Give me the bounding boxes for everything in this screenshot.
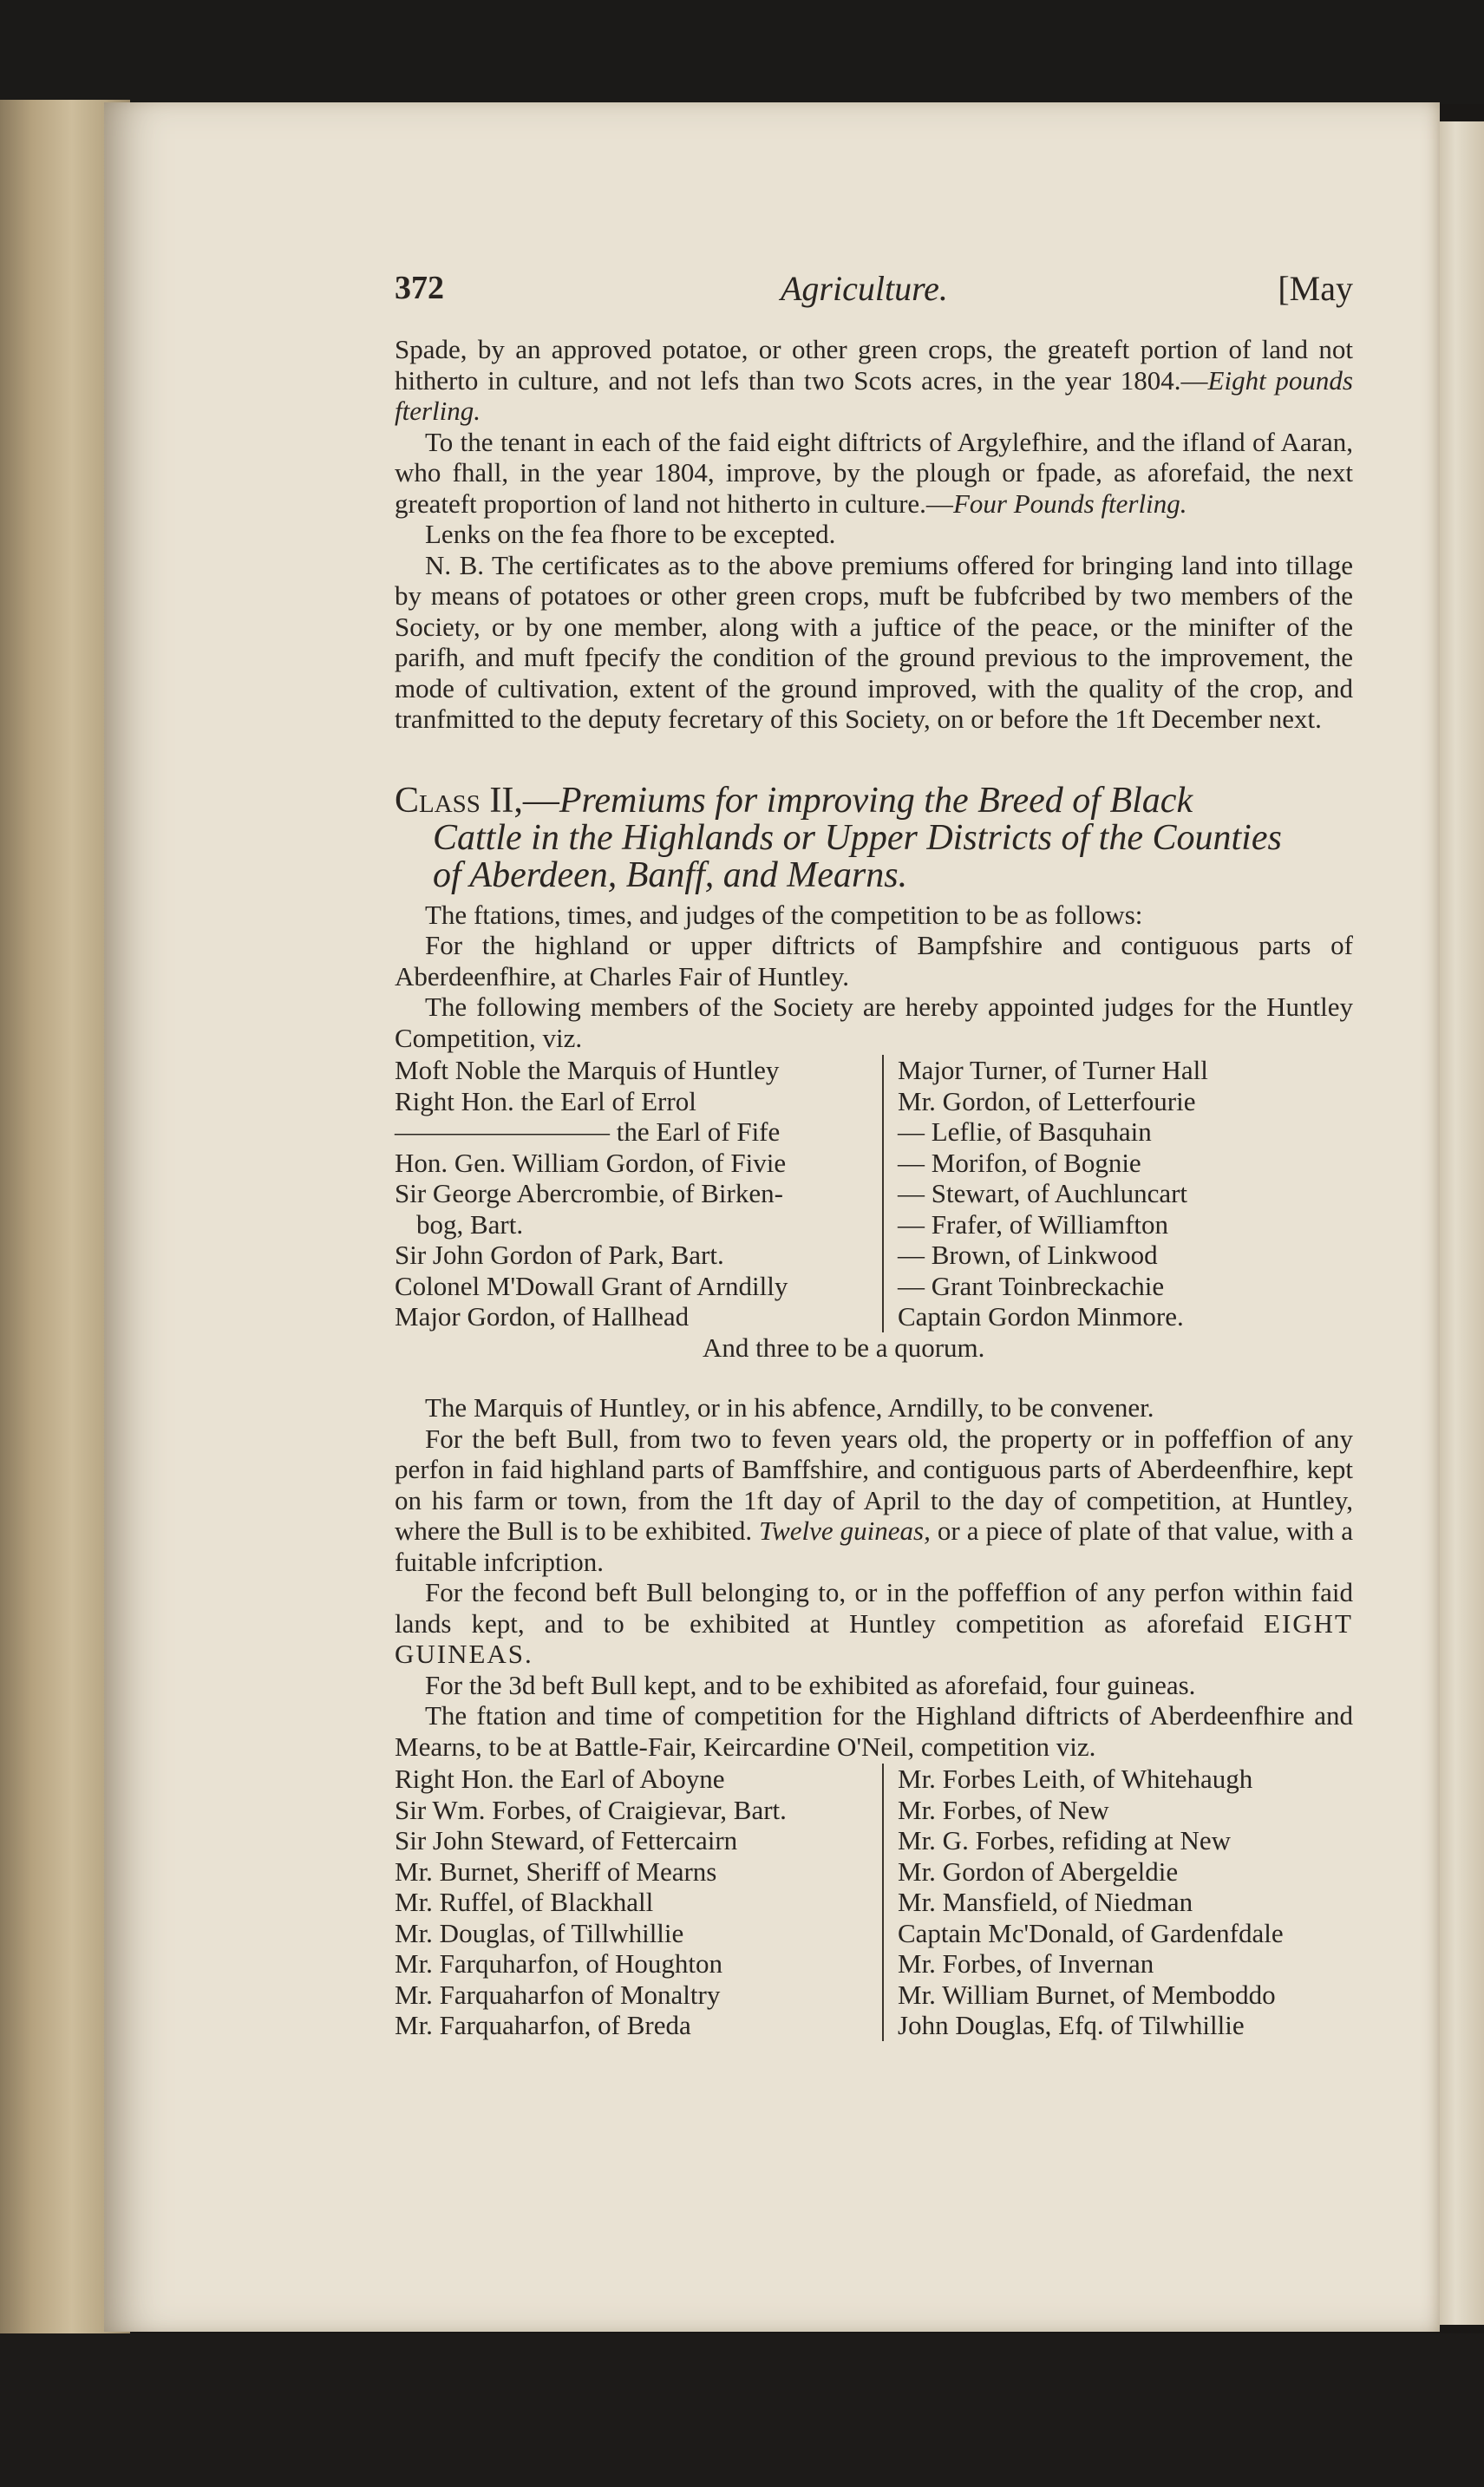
paragraph-third-bull: For the 3d beft Bull kept, and to be exhibited as aforefaid, four guineas. [425,1669,1196,1700]
background-bottom [0,2333,1484,2487]
judge-entry: John Douglas, Efq. of Tilwhillie [898,2010,1245,2040]
paragraph-lenks: Lenks on the fea fhore to be excepted. [425,519,836,549]
judge-entry: — Frafer, of Williamfton [898,1208,1169,1240]
judge-entry: Colonel M'Dowall Grant of Arndilly [395,1270,788,1301]
paragraph-second-bull: For the fecond beft Bull belonging to, or in the poffeffion of any perfon within faid lands kept, and to be exhibited at Huntley competition as aforefaid EIGHT GUINEAS. [395,1577,1353,1669]
judge-entry: — Leflie, of Basquhain [898,1116,1152,1147]
quorum-note: And three to be a quorum. [703,1332,985,1363]
judge-entry: Mr. G. Forbes, refiding at New [898,1825,1231,1855]
page-number: 372 [395,270,444,306]
class-heading: Class II,—Premiums for improving the Breed of Black Cattle in the Highlands or Upper Districts of the Counties of Aberdeen, Banff, and Mearns. [395,780,1282,895]
judge-entry: Mr. Forbes, of New [898,1794,1109,1825]
judge-entry: — Brown, of Linkwood [898,1240,1158,1270]
judge-entry: Sir George Abercrombie, of Birken- [395,1178,783,1208]
huntley-judges-left [395,1055,884,1332]
mearns-judges-left [395,1764,884,2041]
judge-entry: Sir John Steward, of Fettercairn [395,1825,738,1855]
judge-entry: Mr. Farquaharfon of Monaltry [395,1979,721,2010]
paragraph-convener: The Marquis of Huntley, or in his abfence, Arndilly, to be convener. [425,1392,1154,1423]
running-month: [May [1278,269,1353,308]
judge-entry: Hon. Gen. William Gordon, of Fivie [395,1147,787,1178]
judge-entry: Mr. Forbes Leith, of Whitehaugh [898,1764,1253,1794]
paragraph-following: The following members of the Society are hereby appointed judges for the Huntley Competition, viz. [395,992,1353,1053]
judge-entry: — Morifon, of Bognie [898,1147,1141,1178]
judge-entry: Mr. Gordon, of Letterfourie [898,1085,1196,1116]
judge-entry: Major Turner, of Turner Hall [898,1055,1208,1085]
mearns-judges-right [884,1764,1353,2041]
judge-entry: Moft Noble the Marquis of Huntley [395,1055,780,1085]
paragraph-for-highland: For the highland or upper diftricts of Bampfshire and contiguous parts of Aberdeenfhire, at Charles Fair of Huntley. [395,930,1353,992]
judge-entry: Mr. Farquaharfon, of Breda [395,2010,691,2040]
judge-entry: Right Hon. the Earl of Aboyne [395,1764,725,1794]
running-title: Agriculture. [781,269,948,308]
judge-entry: Major Gordon, of Hallhead [395,1301,690,1332]
paragraph-tenant: To the tenant in each of the faid eight diftricts of Argylefhire, and the ifland of Aaran, who fhall, in the year 1804, improve, by the plough or fpade, as aforefaid, the next greateft proportion of land not hitherto in culture.—Four Pounds fterling. [395,426,1353,519]
huntley-judges-right [884,1055,1353,1332]
judge-entry: Mr. Douglas, of Tillwhillie [395,1917,684,1948]
background-top [0,0,1484,104]
paragraph-nb: N. B. The certificates as to the above premiums offered for bringing land into tillage by means of potatoes or other green crops, muft be fubfcribed by two members of the Society, or by one member, along with a juftice of the peace, or the minifter of the parifh, and muft fpecify the condition of the ground previous to the improvement, the mode of cultivation, extent of the ground improved, with the quality of the crop, and tranfmitted to the deputy fecretary of this Society, on or before the 1ft December next. [395,549,1353,734]
judge-entry: Mr. Burnet, Sheriff of Mearns [395,1855,717,1887]
judge-entry: ———————— the Earl of Fife [395,1116,781,1147]
running-header [395,269,1353,334]
judge-entry: Mr. Forbes, of Invernan [898,1948,1154,1979]
judge-entry: — Stewart, of Auchluncart [898,1178,1188,1208]
paragraph-station-mearns: The ftation and time of competition for the Highland diftricts of Aberdeenfhire and Mearns, to be at Battle-Fair, Keircardine O'Neil, competition viz. [395,1700,1353,1762]
judge-entry: Mr. Ruffel, of Blackhall [395,1887,654,1917]
judge-entry: Captain Mc'Donald, of Gardenfdale [898,1917,1284,1948]
judge-entry: Sir Wm. Forbes, of Craigievar, Bart. [395,1794,787,1825]
judge-entry: bog, Bart. [416,1208,524,1240]
judge-entry: Right Hon. the Earl of Errol [395,1085,696,1116]
page-content [395,269,1353,2041]
mearns-judges-list [395,1764,1353,2041]
judge-entry: Mr. Gordon of Abergeldie [898,1855,1179,1887]
judge-entry: Mr. Farquharfon, of Houghton [395,1948,722,1979]
judge-entry: Captain Gordon Minmore. [898,1301,1184,1332]
paragraph-stations: The ftations, times, and judges of the competition to be as follows: [425,899,1143,930]
judge-entry: Mr. Mansfield, of Niedman [898,1887,1193,1917]
judge-entry: — Grant Toinbreckachie [898,1270,1165,1301]
paragraph-spade: Spade, by an approved potatoe, or other green crops, the greateft portion of land not hitherto in culture, and not lefs than two Scots acres, in the year 1804.—Eight pounds fterling. [395,334,1353,426]
judge-entry: Mr. William Burnet, of Memboddo [898,1979,1276,2010]
huntley-judges-list [395,1055,1353,1332]
judge-entry: Sir John Gordon of Park, Bart. [395,1240,724,1270]
paragraph-best-bull: For the beft Bull, from two to feven years old, the property or in poffeffion of any perfon in faid highland parts of Bamffshire, and contiguous parts of Aberdeenfhire, kept on his farm or town, from the 1ft day of April to the day of competition, at Huntley, where the Bull is to be exhibited. Twelve guineas, or a piece of plate of that value, with a fuitable infcription. [395,1423,1353,1577]
